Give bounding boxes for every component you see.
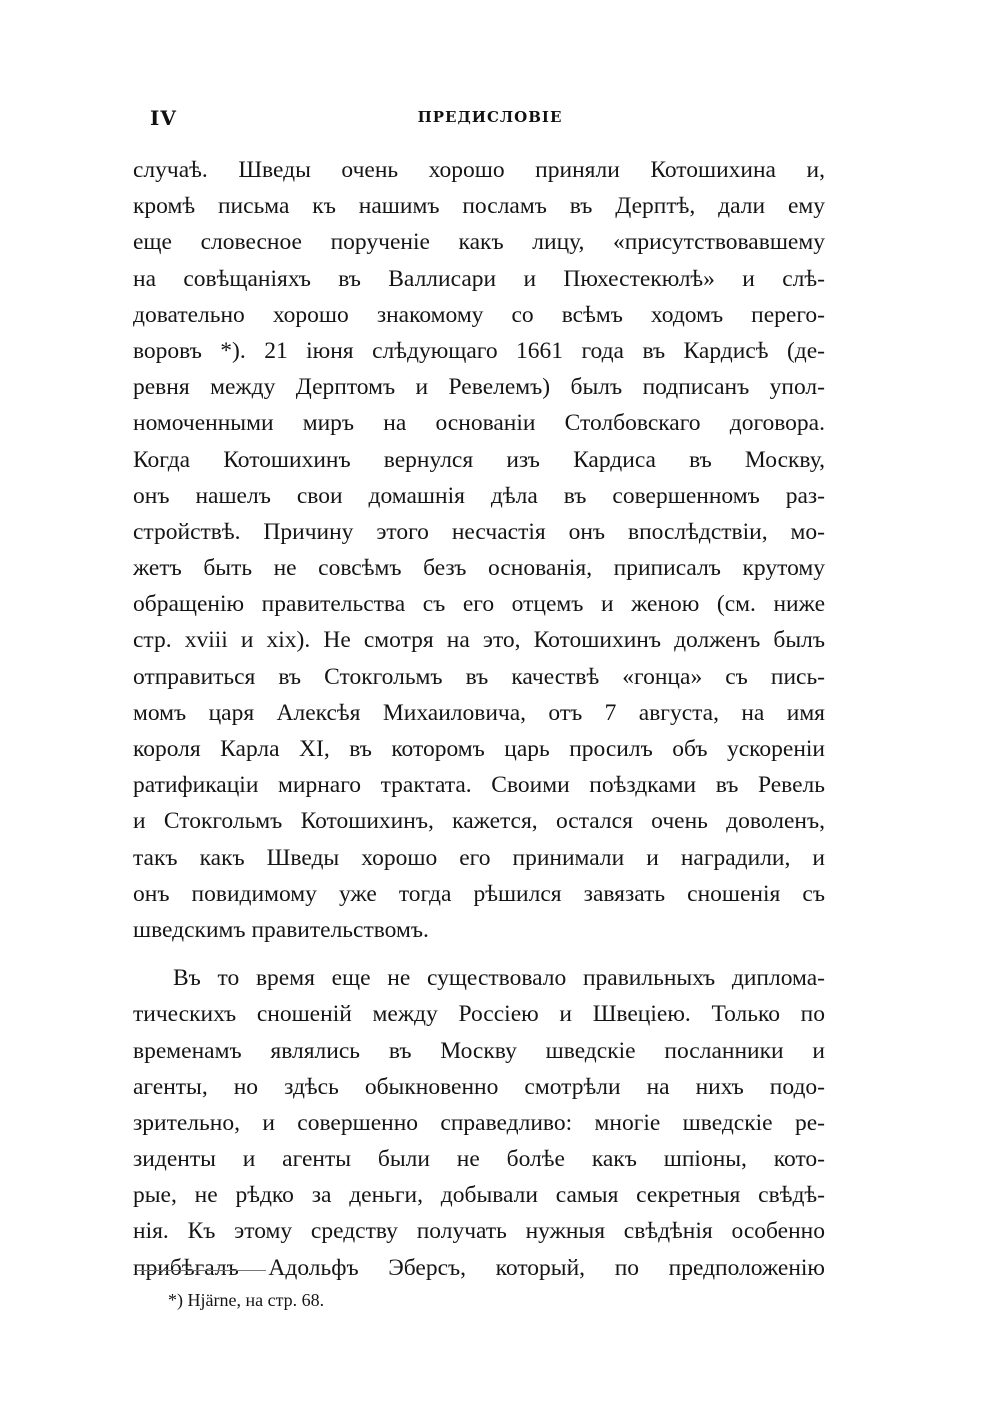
text-line: нія. Къ этому средству получать нужныя свѣдѣнія особенно — [133, 1218, 825, 1245]
text-line: агенты, но здѣсь обыкновенно смотрѣли на нихъ подо- — [133, 1073, 825, 1100]
text-line: на совѣщаніяхъ въ Валлисари и Пюхестекюлѣ» и слѣ- — [133, 265, 825, 292]
footnote-divider — [136, 1270, 266, 1271]
paragraph-gap — [133, 948, 825, 960]
text-line: зрительно, и совершенно справедливо: многіе шведскіе ре- — [133, 1109, 825, 1136]
text-line: отправиться въ Стокгольмъ въ качествѣ «гонца» съ пись- — [133, 663, 825, 690]
running-title: ПРЕДИСЛОВІЕ — [417, 108, 563, 126]
text-line: момъ царя Алексѣя Михаиловича, отъ 7 августа, на имя — [133, 699, 825, 726]
text-line: жетъ быть не совсѣмъ безъ основанія, приписалъ крутому — [133, 555, 825, 582]
text-line: и Стокгольмъ Котошихинъ, кажется, остался очень доволенъ, — [133, 808, 825, 835]
footnote: *) Hjärne, на стр. 68. — [168, 1290, 325, 1310]
text-line: тическихъ сношеній между Россіею и Швеціею. Только по — [133, 1001, 825, 1028]
text-line: зиденты и агенты были не болѣе какъ шпіоны, кото- — [133, 1146, 825, 1173]
text-line: шведскимъ правительствомъ. — [133, 916, 429, 943]
text-line: Въ то время еще не существовало правильныхъ диплома- — [173, 965, 825, 992]
text-line: номоченными миръ на основаніи Столбовскаго договора. — [133, 410, 825, 437]
text-line: обращенію правительства съ его отцемъ и женою (см. ниже — [133, 591, 825, 618]
text-line: стройствѣ. Причину этого несчастія онъ впослѣдствіи, мо- — [133, 518, 825, 545]
text-line: довательно хорошо знакомому со всѣмъ ходомъ перего- — [133, 301, 825, 328]
text-line: короля Карла XI, въ которомъ царь просилъ объ ускореніи — [133, 736, 825, 762]
page-number: IV — [150, 106, 177, 130]
text-line: Когда Котошихинъ вернулся изъ Кардиса въ Москву, — [133, 446, 825, 473]
paragraph-1 — [133, 152, 825, 948]
text-line: онъ повидимому уже тогда рѣшился завязать сношенія съ — [133, 880, 825, 907]
text-line: еще словесное порученіе какъ лицу, «присутствовавшему — [133, 229, 825, 256]
text-line: ревня между Дерптомъ и Ревелемъ) былъ подписанъ упол- — [133, 374, 825, 401]
text-line: прибѣгалъ Адольфъ Эберсъ, который, по предположенію — [133, 1254, 825, 1281]
text-line: такъ какъ Шведы хорошо его принимали и наградили, и — [133, 844, 825, 871]
body-text — [133, 152, 825, 1286]
text-line: рые, не рѣдко за деньги, добывали самыя секретныя свѣдѣ- — [133, 1182, 825, 1209]
text-line: кромѣ письма къ нашимъ посламъ въ Дерптѣ, дали ему — [133, 193, 825, 220]
text-line: временамъ являлись въ Москву шведскіе посланники и — [133, 1037, 825, 1064]
text-line: онъ нашелъ свои домашнія дѣла въ совершенномъ раз- — [133, 482, 825, 509]
page-header — [150, 106, 830, 132]
text-line: ратификаціи мирнаго трактата. Своими поѣздками въ Ревель — [133, 772, 825, 799]
text-line: случаѣ. Шведы очень хорошо приняли Котошихина и, — [133, 157, 825, 183]
text-line: стр. xviii и xix). Не смотря на это, Котошихинъ долженъ былъ — [133, 627, 825, 654]
paragraph-2 — [133, 960, 825, 1286]
text-line: воровъ *). 21 іюня слѣдующаго 1661 года въ Кардисѣ (де- — [133, 337, 825, 364]
